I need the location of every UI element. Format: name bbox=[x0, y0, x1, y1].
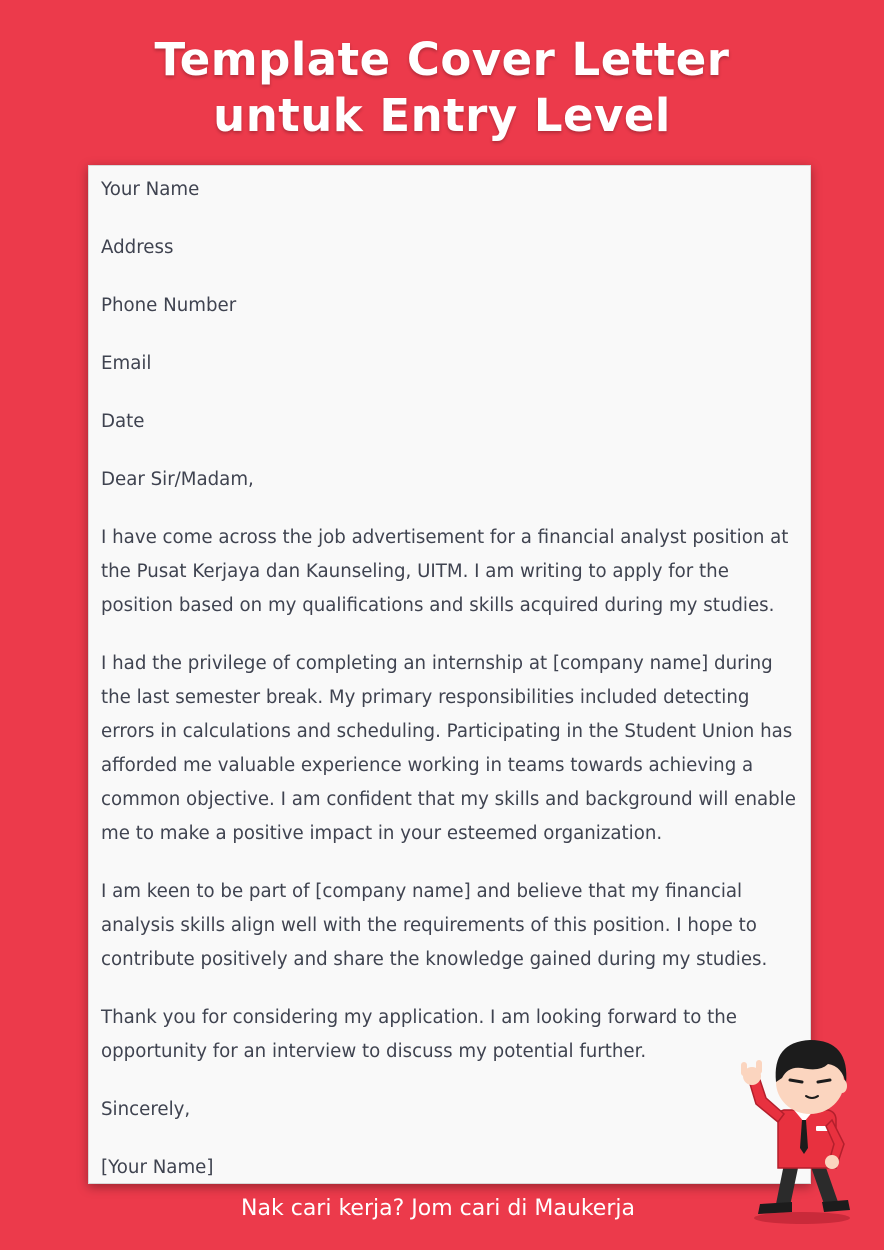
sender-phone: Phone Number bbox=[101, 295, 237, 316]
paragraph-thanks: Thank you for considering my application. I am looking forward to the opportunity for an interview to discuss my potential further. bbox=[101, 1007, 737, 1062]
salutation: Dear Sir/Madam, bbox=[101, 469, 254, 490]
title-line-1: Template Cover Letter bbox=[154, 33, 730, 86]
sender-address: Address bbox=[101, 237, 174, 258]
closing: Sincerely, bbox=[101, 1099, 191, 1120]
footer-tagline: Nak cari kerja? Jom cari di Maukerja bbox=[241, 1196, 635, 1221]
letter-paper bbox=[88, 165, 811, 1184]
sender-name: Your Name bbox=[101, 179, 200, 200]
sender-email: Email bbox=[101, 353, 152, 374]
title-line-2: untuk Entry Level bbox=[213, 89, 671, 142]
letter-body bbox=[101, 173, 796, 1209]
signature: [Your Name] bbox=[101, 1157, 214, 1178]
letter-date: Date bbox=[101, 411, 145, 432]
paragraph-experience: I had the privilege of completing an internship at [company name] during the last semester break. My primary responsibilities included detecting errors in calculations and scheduling. Participating in the Student Union has afforded me valuable experience working in teams towards achieving a common objective. I am confident that my skills and background will enable me to make a positive impact in your esteemed organization. bbox=[101, 653, 796, 844]
page-title bbox=[0, 32, 884, 144]
paragraph-motivation: I am keen to be part of [company name] and believe that my financial analysis skills align well with the requirements of this position. I hope to contribute positively and share the knowledge gained during my studies. bbox=[101, 881, 768, 970]
paragraph-intro: I have come across the job advertisement for a financial analyst position at the Pusat Kerjaya dan Kaunseling, UITM. I am writing to apply for the position based on my qualifications and skills acquired during my studies. bbox=[101, 527, 789, 616]
